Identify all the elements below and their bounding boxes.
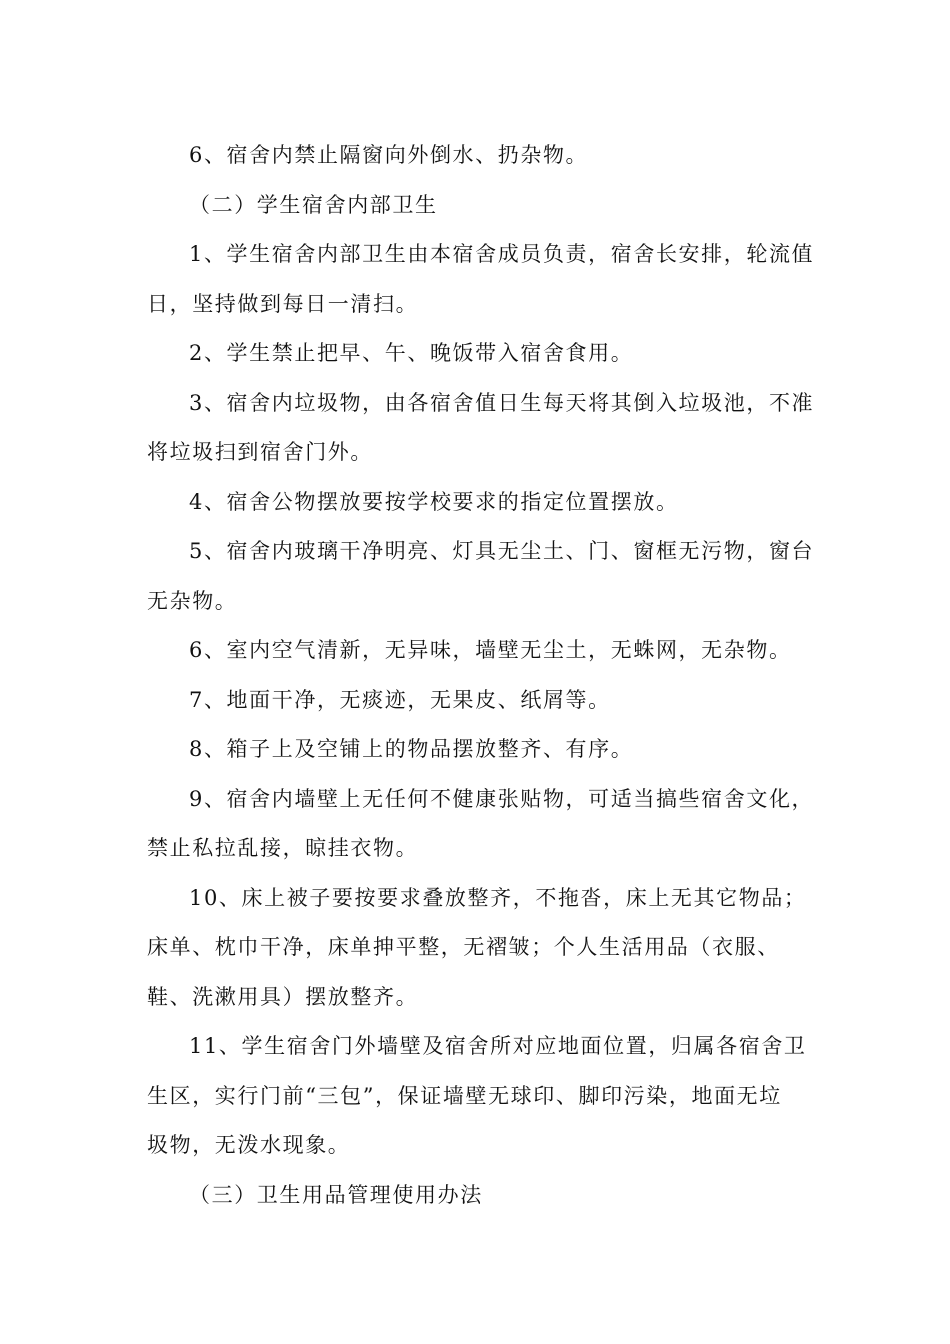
- section-heading-2: （二）学生宿舍内部卫生: [189, 192, 438, 217]
- paragraph-line: 11、学生宿舍门外墙壁及宿舍所对应地面位置，归属各宿舍卫: [189, 1034, 807, 1058]
- paragraph-line: 1、学生宿舍内部卫生由本宿舍成员负责，宿舍长安排，轮流值: [189, 242, 815, 266]
- paragraph-line: 7、地面干净，无痰迹，无果皮、纸屑等。: [189, 687, 611, 712]
- paragraph-line: 鞋、洗漱用具）摆放整齐。: [147, 984, 419, 1009]
- paragraph-line: 8、箱子上及空铺上的物品摆放整齐、有序。: [189, 737, 634, 761]
- paragraph-line: 2、学生禁止把早、午、晚饭带入宿舍食用。: [189, 341, 634, 365]
- paragraph-line: 生区，实行门前“三包”，保证墙壁无球印、脚印污染，地面无垃: [147, 1083, 782, 1108]
- paragraph-line: 无杂物。: [147, 588, 238, 613]
- paragraph-line: 床单、枕巾干净，床单抻平整，无褶皱；个人生活用品（衣服、: [147, 935, 780, 959]
- paragraph-line: 日，坚持做到每日一清扫。: [147, 291, 419, 316]
- paragraph-line: 禁止私拉乱接，晾挂衣物。: [147, 836, 419, 860]
- paragraph-line: 6、室内空气清新，无异味，墙壁无尘土，无蛛网，无杂物。: [189, 638, 792, 662]
- paragraph-line: 5、宿舍内玻璃干净明亮、灯具无尘土、门、窗框无污物，窗台: [189, 539, 815, 563]
- paragraph-line: 3、宿舍内垃圾物，由各宿舍值日生每天将其倒入垃圾池，不准: [189, 390, 815, 415]
- paragraph-line: 6、宿舍内禁止隔窗向外倒水、扔杂物。: [189, 143, 589, 167]
- paragraph-line: 将垃圾扫到宿舍门外。: [147, 440, 373, 464]
- section-heading-3: （三）卫生用品管理使用办法: [189, 1182, 483, 1207]
- paragraph-line: 4、宿舍公物摆放要按学校要求的指定位置摆放。: [189, 489, 679, 514]
- paragraph-line: 10、床上被子要按要求叠放整齐，不拖沓，床上无其它物品；: [189, 885, 807, 910]
- document-body: [147, 131, 815, 1220]
- paragraph-line: 9、宿舍内墙壁上无任何不健康张贴物，可适当搞些宿舍文化，: [189, 786, 815, 811]
- paragraph-line: 圾物，无泼水现象。: [147, 1133, 351, 1157]
